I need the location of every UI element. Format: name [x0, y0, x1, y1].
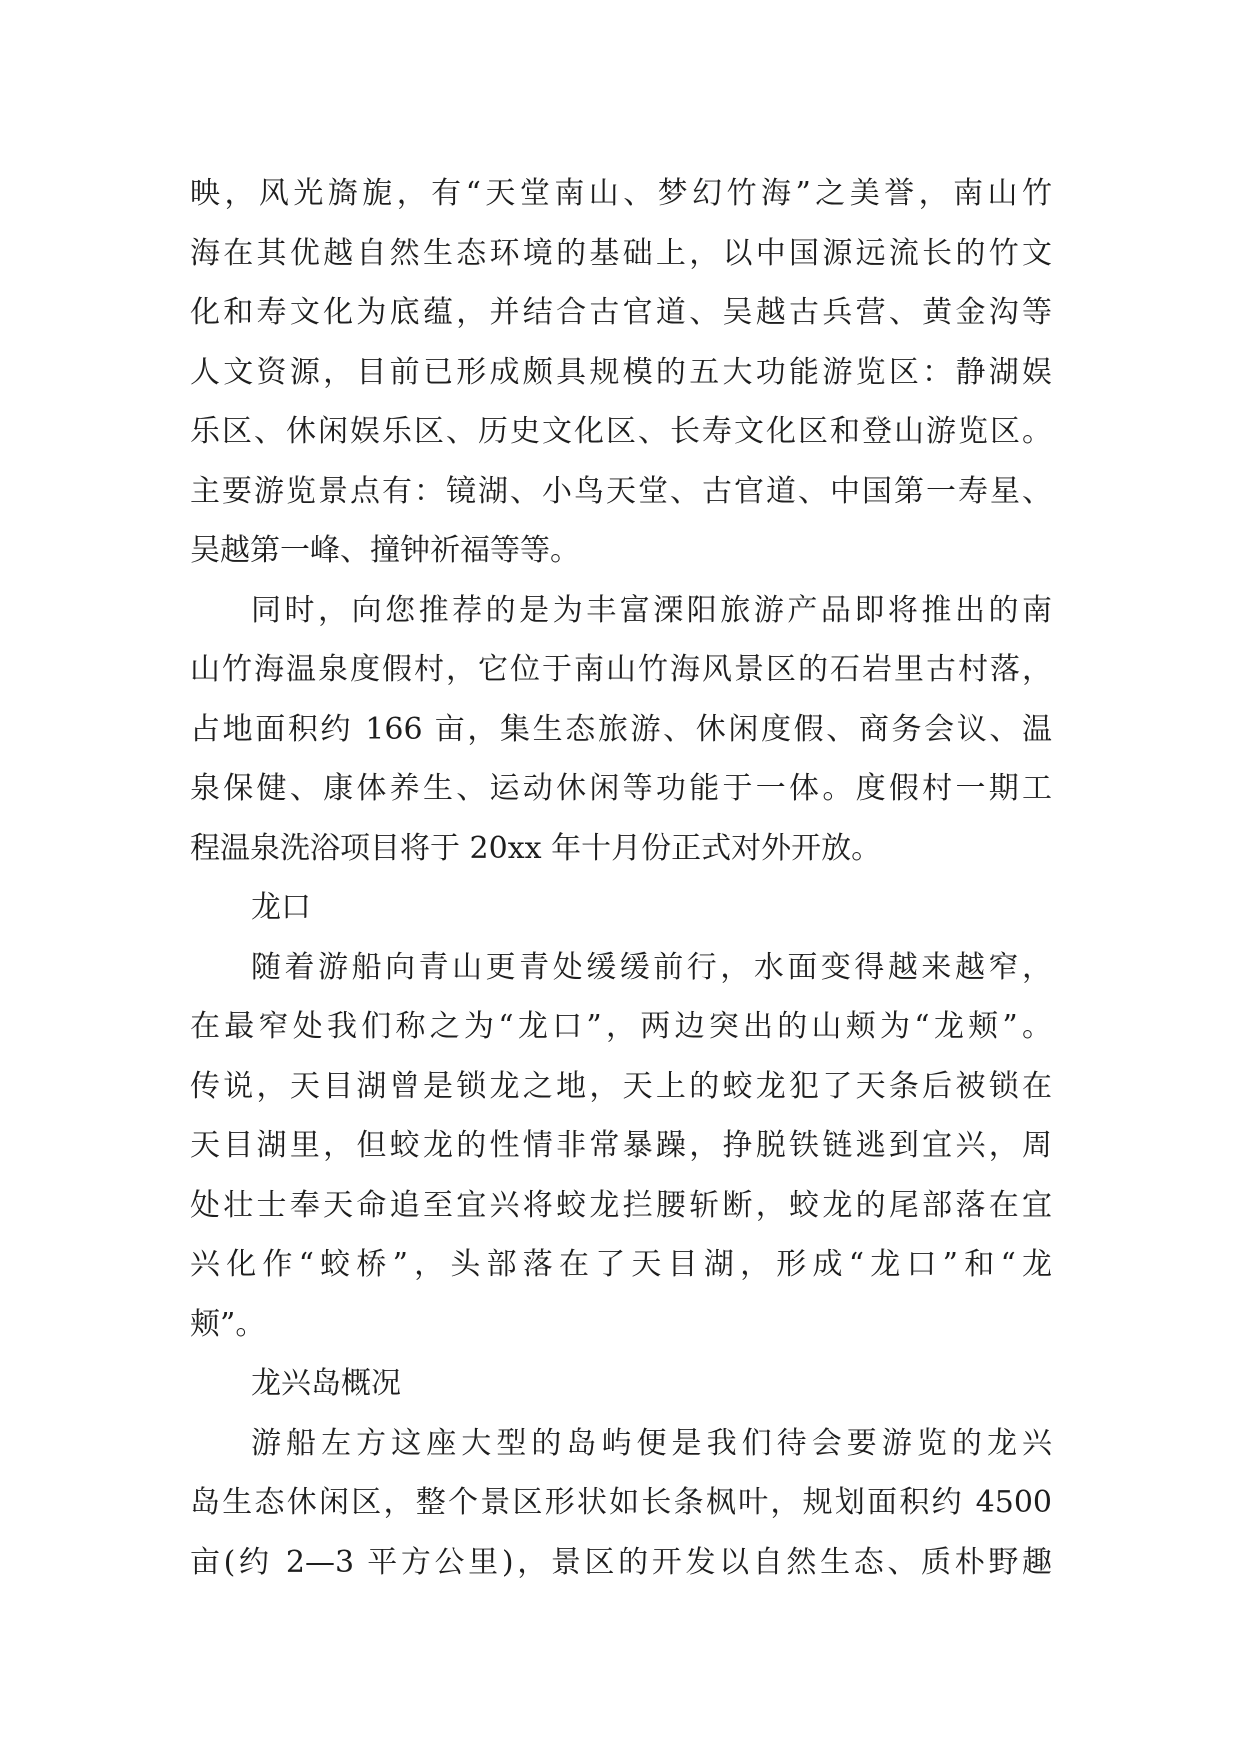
- body-line: 泉保健、康体养生、运动休闲等功能于一体。度假村一期工: [190, 771, 1052, 806]
- body-line: 亩(约 2—3 平方公里)，景区的开发以自然生态、质朴野趣: [190, 1544, 1052, 1580]
- body-line: 山竹海温泉度假村，它位于南山竹海风景区的石岩里古村落，: [190, 652, 1052, 687]
- body-line: 在最窄处我们称之为“龙口”，两边突出的山颊为“龙颊”。: [190, 1009, 1052, 1044]
- body-line: 传说，天目湖曾是锁龙之地，天上的蛟龙犯了天条后被锁在: [190, 1068, 1052, 1104]
- body-line: 处壮士奉天命追至宜兴将蛟龙拦腰斩断，蛟龙的尾部落在宜: [190, 1187, 1052, 1223]
- section-heading: 龙兴岛概况: [251, 1366, 401, 1401]
- paragraph-first-line: 随着游船向青山更青处缓缓前行，水面变得越来越窄，: [251, 949, 1052, 985]
- paragraph-first-line: 游船左方这座大型的岛屿便是我们待会要游览的龙兴: [251, 1425, 1052, 1461]
- body-line: 海在其优越自然生态环境的基础上，以中国源远流长的竹文: [190, 235, 1052, 271]
- body-line: 化和寿文化为底蕴，并结合古官道、吴越古兵营、黄金沟等: [190, 295, 1052, 330]
- paragraph-first-line: 同时，向您推荐的是为丰富溧阳旅游产品即将推出的南: [251, 592, 1052, 628]
- document-body: [190, 164, 1052, 1592]
- body-line: 吴越第一峰、撞钟祈福等等。: [190, 533, 580, 568]
- body-line: 兴化作“蛟桥”，头部落在了天目湖，形成“龙口”和“龙: [190, 1247, 1052, 1282]
- body-line: 映，风光旖旎，有“天堂南山、梦幻竹海”之美誉，南山竹: [190, 176, 1052, 211]
- body-line: 颊”。: [190, 1306, 266, 1342]
- body-line: 占地面积约 166 亩，集生态旅游、休闲度假、商务会议、温: [190, 711, 1052, 747]
- body-line: 主要游览景点有：镜湖、小鸟天堂、古官道、中国第一寿星、: [190, 473, 1052, 509]
- section-heading: 龙口: [251, 890, 311, 925]
- body-line: 天目湖里，但蛟龙的性情非常暴躁，挣脱铁链逃到宜兴，周: [190, 1128, 1052, 1163]
- body-line: 人文资源，目前已形成颇具规模的五大功能游览区：静湖娱: [190, 354, 1052, 390]
- body-line: 乐区、休闲娱乐区、历史文化区、长寿文化区和登山游览区。: [190, 414, 1052, 449]
- body-line: 程温泉洗浴项目将于 20xx 年十月份正式对外开放。: [190, 830, 882, 866]
- body-line: 岛生态休闲区，整个景区形状如长条枫叶，规划面积约 4500: [190, 1485, 1052, 1520]
